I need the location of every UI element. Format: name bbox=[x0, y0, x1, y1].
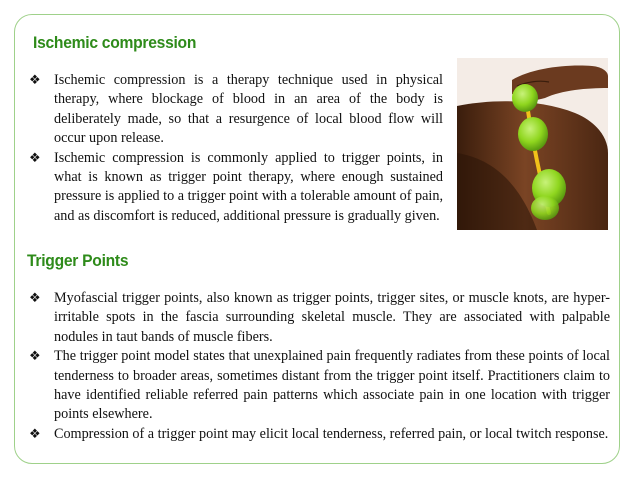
heading-trigger-points: Trigger Points bbox=[27, 251, 129, 270]
bullet-text: Ischemic compression is commonly applied to trigger points, in what is known as trigger point therapy, where enough sustained pressure is applied to a trigger point with a tolerable amount of pain, and as discomfort is reduced, additional pressure is gradually given. bbox=[54, 149, 443, 224]
roller-ball-top bbox=[512, 84, 538, 112]
diamond-bullet-icon: ❖ bbox=[29, 291, 41, 306]
roller-ball-middle bbox=[518, 117, 548, 151]
bullet-text: The trigger point model states that unexplained pain frequently radiates from these points of local tenderness to broader areas, sometimes distant from the trigger point itself. Practitioners claim to have identified reliable referred pain patterns which associate pain in one location with trigger points elsewhere. bbox=[54, 348, 610, 423]
list-item bbox=[29, 347, 610, 425]
bullet-text: Compression of a trigger point may elicit local tenderness, referred pain, or local twitch response. bbox=[54, 425, 609, 442]
massage-roller-illustration bbox=[457, 58, 608, 230]
list-item bbox=[29, 289, 610, 347]
list-item bbox=[29, 425, 610, 444]
list-item bbox=[29, 71, 443, 149]
heading-ischemic-compression: Ischemic compression bbox=[33, 33, 197, 52]
diamond-bullet-icon: ❖ bbox=[29, 150, 41, 166]
trigger-points-bullets bbox=[29, 289, 610, 444]
diamond-bullet-icon: ❖ bbox=[29, 73, 41, 88]
ischemic-compression-bullets bbox=[29, 71, 443, 226]
list-item bbox=[29, 149, 443, 227]
diamond-bullet-icon: ❖ bbox=[29, 349, 41, 365]
bullet-text: Myofascial trigger points, also known as trigger points, trigger sites, or muscle knots, are hyper-irritable spots in the fascia surrounding skeletal muscle. They are associated with palpable nodules in taut bands of muscle fibers. bbox=[54, 290, 610, 345]
diamond-bullet-icon: ❖ bbox=[29, 426, 41, 442]
bullet-text: Ischemic compression is a therapy technique used in physical therapy, where blockage of blood in an area of the body is deliberately made, so that a resurgence of local blood flow will occur upon release. bbox=[54, 72, 443, 147]
massage-roller-photo bbox=[457, 58, 608, 230]
roller-ball-lower bbox=[531, 196, 559, 220]
